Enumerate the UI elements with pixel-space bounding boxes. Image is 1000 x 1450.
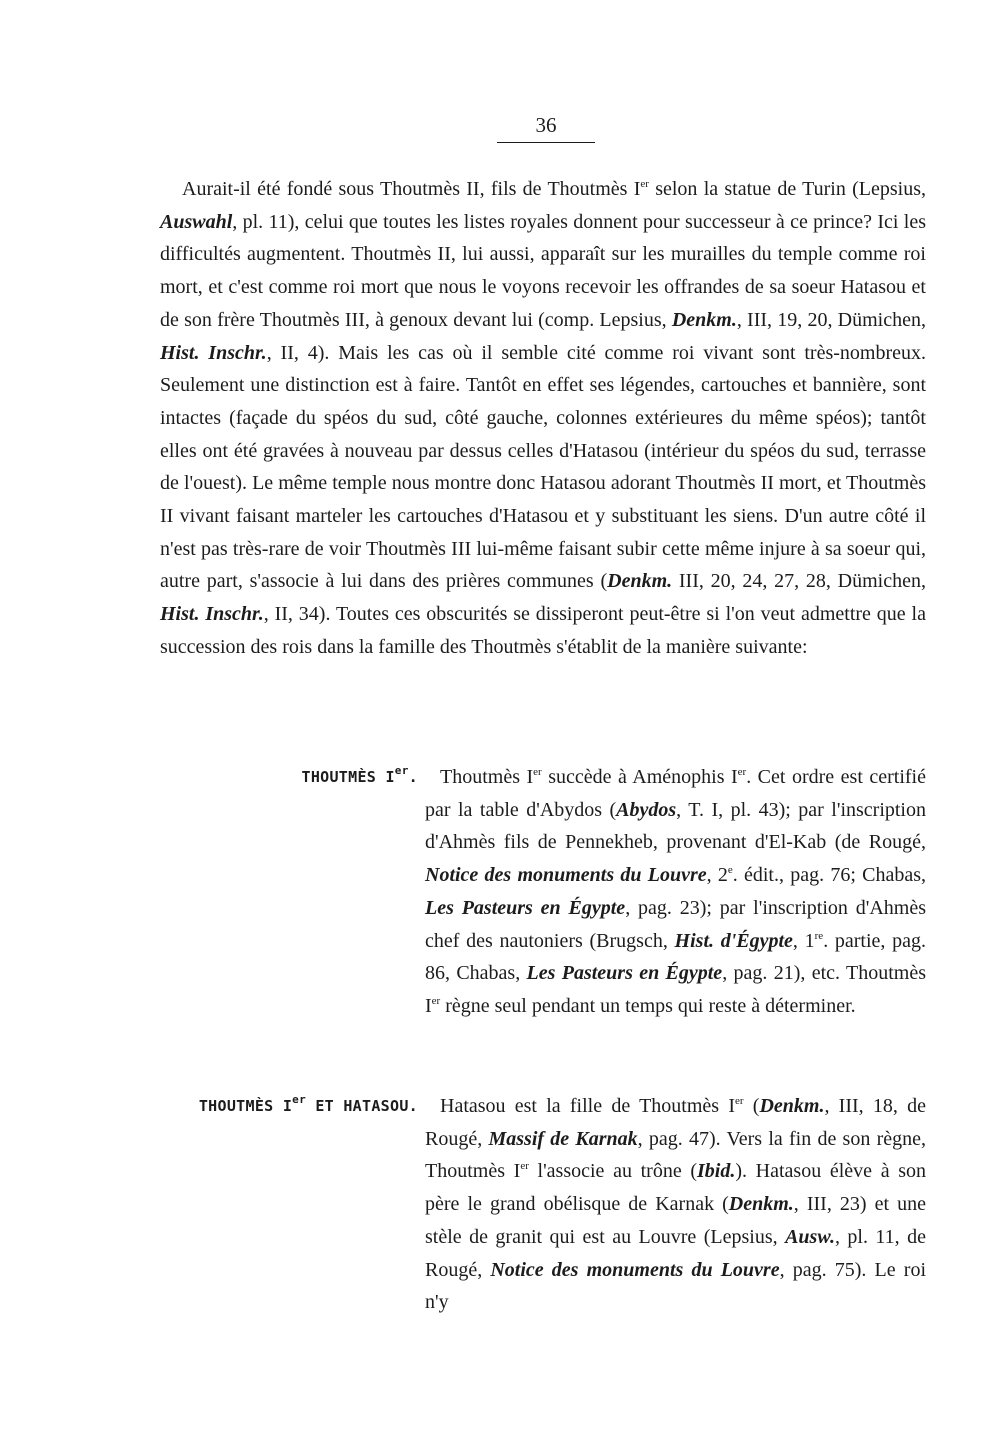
entry-label-thoutmes-i-et-hatasou: THOUTMÈS Ier ET HATASOU. — [198, 1093, 418, 1115]
entry-text-thoutmes-i: Thoutmès Ier succède à Aménophis Ier. Cet ordre est certifié par la table d'Abydos (Abydos, T. I, pl. 43); par l'inscription d'Ahmès fils de Pennekheb, provenant d'El-Kab (de Rougé, Notice des monuments du Louvre, 2e. édit., pag. 76; Chabas, Les Pasteurs en Égypte, pag. 23); par l'inscription d'Ahmès chef des nautoniers (Brugsch, Hist. d'Égypte, 1re. partie, pag. 86, Chabas, Les Pasteurs en Égypte, pag. 21), etc. Thoutmès Ier règne seul pendant un temps qui reste à déterminer. — [425, 766, 927, 1017]
page-number-rule — [497, 142, 595, 143]
entry-text-thoutmes-i-et-hatasou: Hatasou est la fille de Thoutmès Ier (Denkm., III, 18, de Rougé, Massif de Karnak, pag. 47). Vers la fin de son règne, Thoutmès Ier l'associe au trône (Ibid.). Hatasou élève à son père le grand obélisque de Karnak (Denkm., III, 23) et une stèle de granit qui est au Louvre (Lepsius, Ausw., pl. 11, de Rougé, Notice des monuments du Louvre, pag. 75). Le roi n'y — [425, 1095, 927, 1314]
entry-label-thoutmes-i: THOUTMÈS Ier. — [301, 764, 418, 786]
page-number: 36 — [535, 113, 557, 137]
intro-paragraph: Aurait-il été fondé sous Thoutmès II, fils de Thoutmès Ier selon la statue de Turin (Lepsius, Auswahl, pl. 11), celui que toutes les listes royales donnent pour successeur à ce prince? Ici les difficultés augmentent. Thoutmès II, lui aussi, apparaît sur les murailles du temple comme roi mort, et c'est comme roi mort que nous le voyons recevoir les offrandes de sa soeur Hatasou et de son frère Thoutmès III, à genoux devant lui (comp. Lepsius, Denkm., III, 19, 20, Dümichen, Hist. Inschr., II, 4). Mais les cas où il semble cité comme roi vivant sont très-nombreux. Seulement une distinction est à faire. Tantôt en effet ses légendes, cartouches et bannière, sont intactes (façade du spéos du sud, côté gauche, colonnes extérieures du même spéos); tantôt elles ont été gravées à nouveau par dessus celles d'Hatasou (intérieur du spéos du sud, terrasse de l'ouest). Le même temple nous montre donc Hatasou adorant Thoutmès II mort, et Thoutmès II vivant faisant marteler les cartouches d'Hatasou et y substituant les siens. D'un autre côté il n'est pas très-rare de voir Thoutmès III lui-même faisant subir cette même injure à sa soeur qui, autre part, s'associe à lui dans des prières communes (Denkm. III, 20, 24, 27, 28, Dümichen, Hist. Inschr., II, 34). Toutes ces obscurités se dissiperont peut-être si l'on veut admettre que la succession des rois dans la famille des Thoutmès s'établit de la manière suivante: — [160, 178, 926, 658]
